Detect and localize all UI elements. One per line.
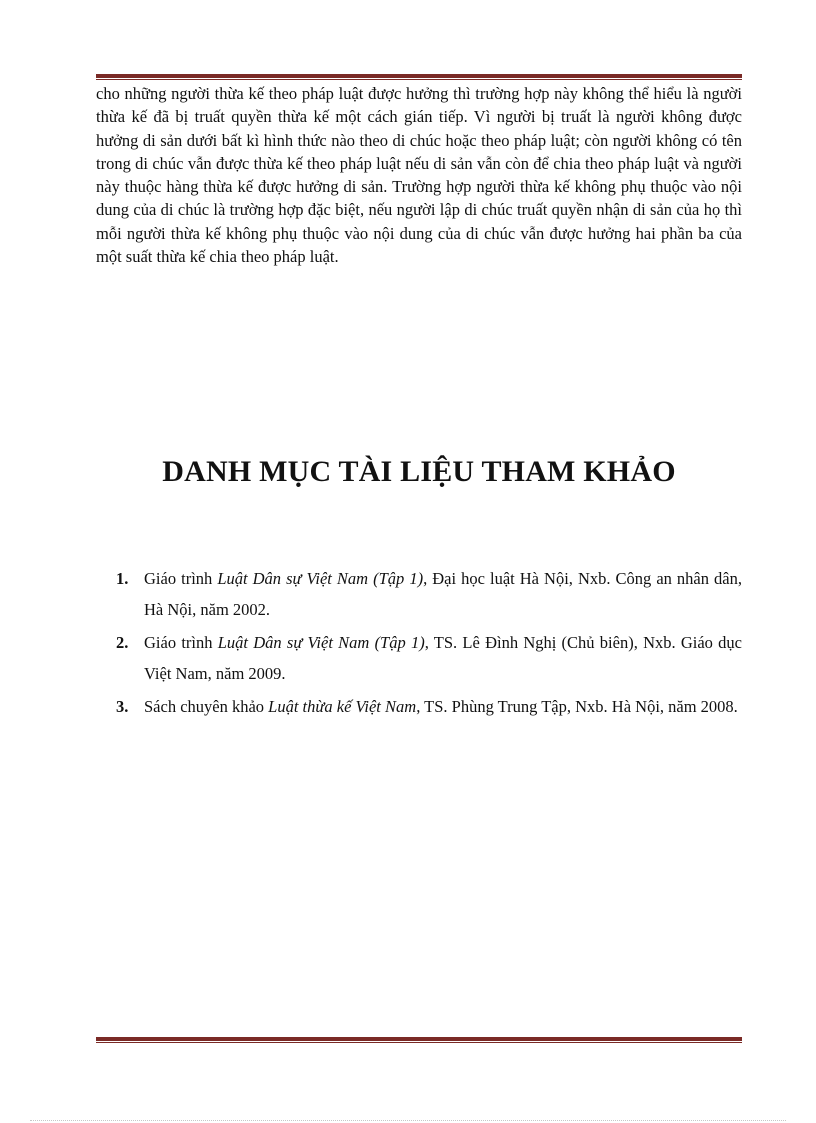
reference-title: Luật Dân sự Việt Nam (Tập 1) xyxy=(217,633,425,652)
reference-title: Luật thừa kế Việt Nam xyxy=(268,697,417,716)
reference-text xyxy=(144,691,742,722)
reference-number: 2. xyxy=(116,633,129,652)
reference-prefix: Sách chuyên khảo xyxy=(144,697,269,716)
reference-prefix: Giáo trình xyxy=(144,569,218,588)
reference-title: Luật Dân sự Việt Nam (Tập 1) xyxy=(217,569,424,588)
header-rule xyxy=(96,74,742,81)
reference-number: 1. xyxy=(116,569,129,588)
references-heading: DANH MỤC TÀI LIỆU THAM KHẢO xyxy=(162,455,676,488)
reference-item xyxy=(116,563,742,625)
reference-details: , TS. Phùng Trung Tập, Nxb. Hà Nội, năm 2008. xyxy=(416,697,738,716)
footer-rule xyxy=(96,1037,742,1044)
reference-item xyxy=(116,627,742,689)
body-paragraph: cho những người thừa kế theo pháp luật được hưởng thì trường hợp này không thể hiểu là người thừa kế đã bị truất quyền thừa kế một cách gián tiếp. Vì người bị truất là người không được hưởng di sản dưới bất kì hình thức nào theo di chúc hoặc theo pháp luật; còn người không có tên trong di chúc vẫn được thừa kế theo pháp luật nếu di sản vẫn còn để chia theo pháp luật và người này thuộc hàng thừa kế được hưởng di sản. Trường hợp người thừa kế không phụ thuộc vào nội dung của di chúc là trường hợp đặc biệt, nếu người lập di chúc truất quyền nhận di sản của họ thì mỗi người thừa kế không phụ thuộc vào nội dung của di chúc vẫn được hưởng hai phần ba của một suất thừa kế chia theo pháp luật. xyxy=(96,84,742,267)
reference-text xyxy=(144,627,742,689)
references-list xyxy=(116,563,742,724)
reference-number: 3. xyxy=(116,697,129,716)
reference-details: , TS. Lê Đình Nghị (Chủ biên), Nxb. Giáo dục Việt Nam, năm 2009. xyxy=(144,633,743,683)
reference-prefix: Giáo trình xyxy=(144,633,218,652)
reference-text xyxy=(144,563,742,625)
reference-details: , Đại học luật Hà Nội, Nxb. Công an nhân dân, Hà Nội, năm 2002. xyxy=(144,569,742,619)
page-bottom-divider xyxy=(30,1120,786,1121)
reference-item xyxy=(116,691,742,722)
